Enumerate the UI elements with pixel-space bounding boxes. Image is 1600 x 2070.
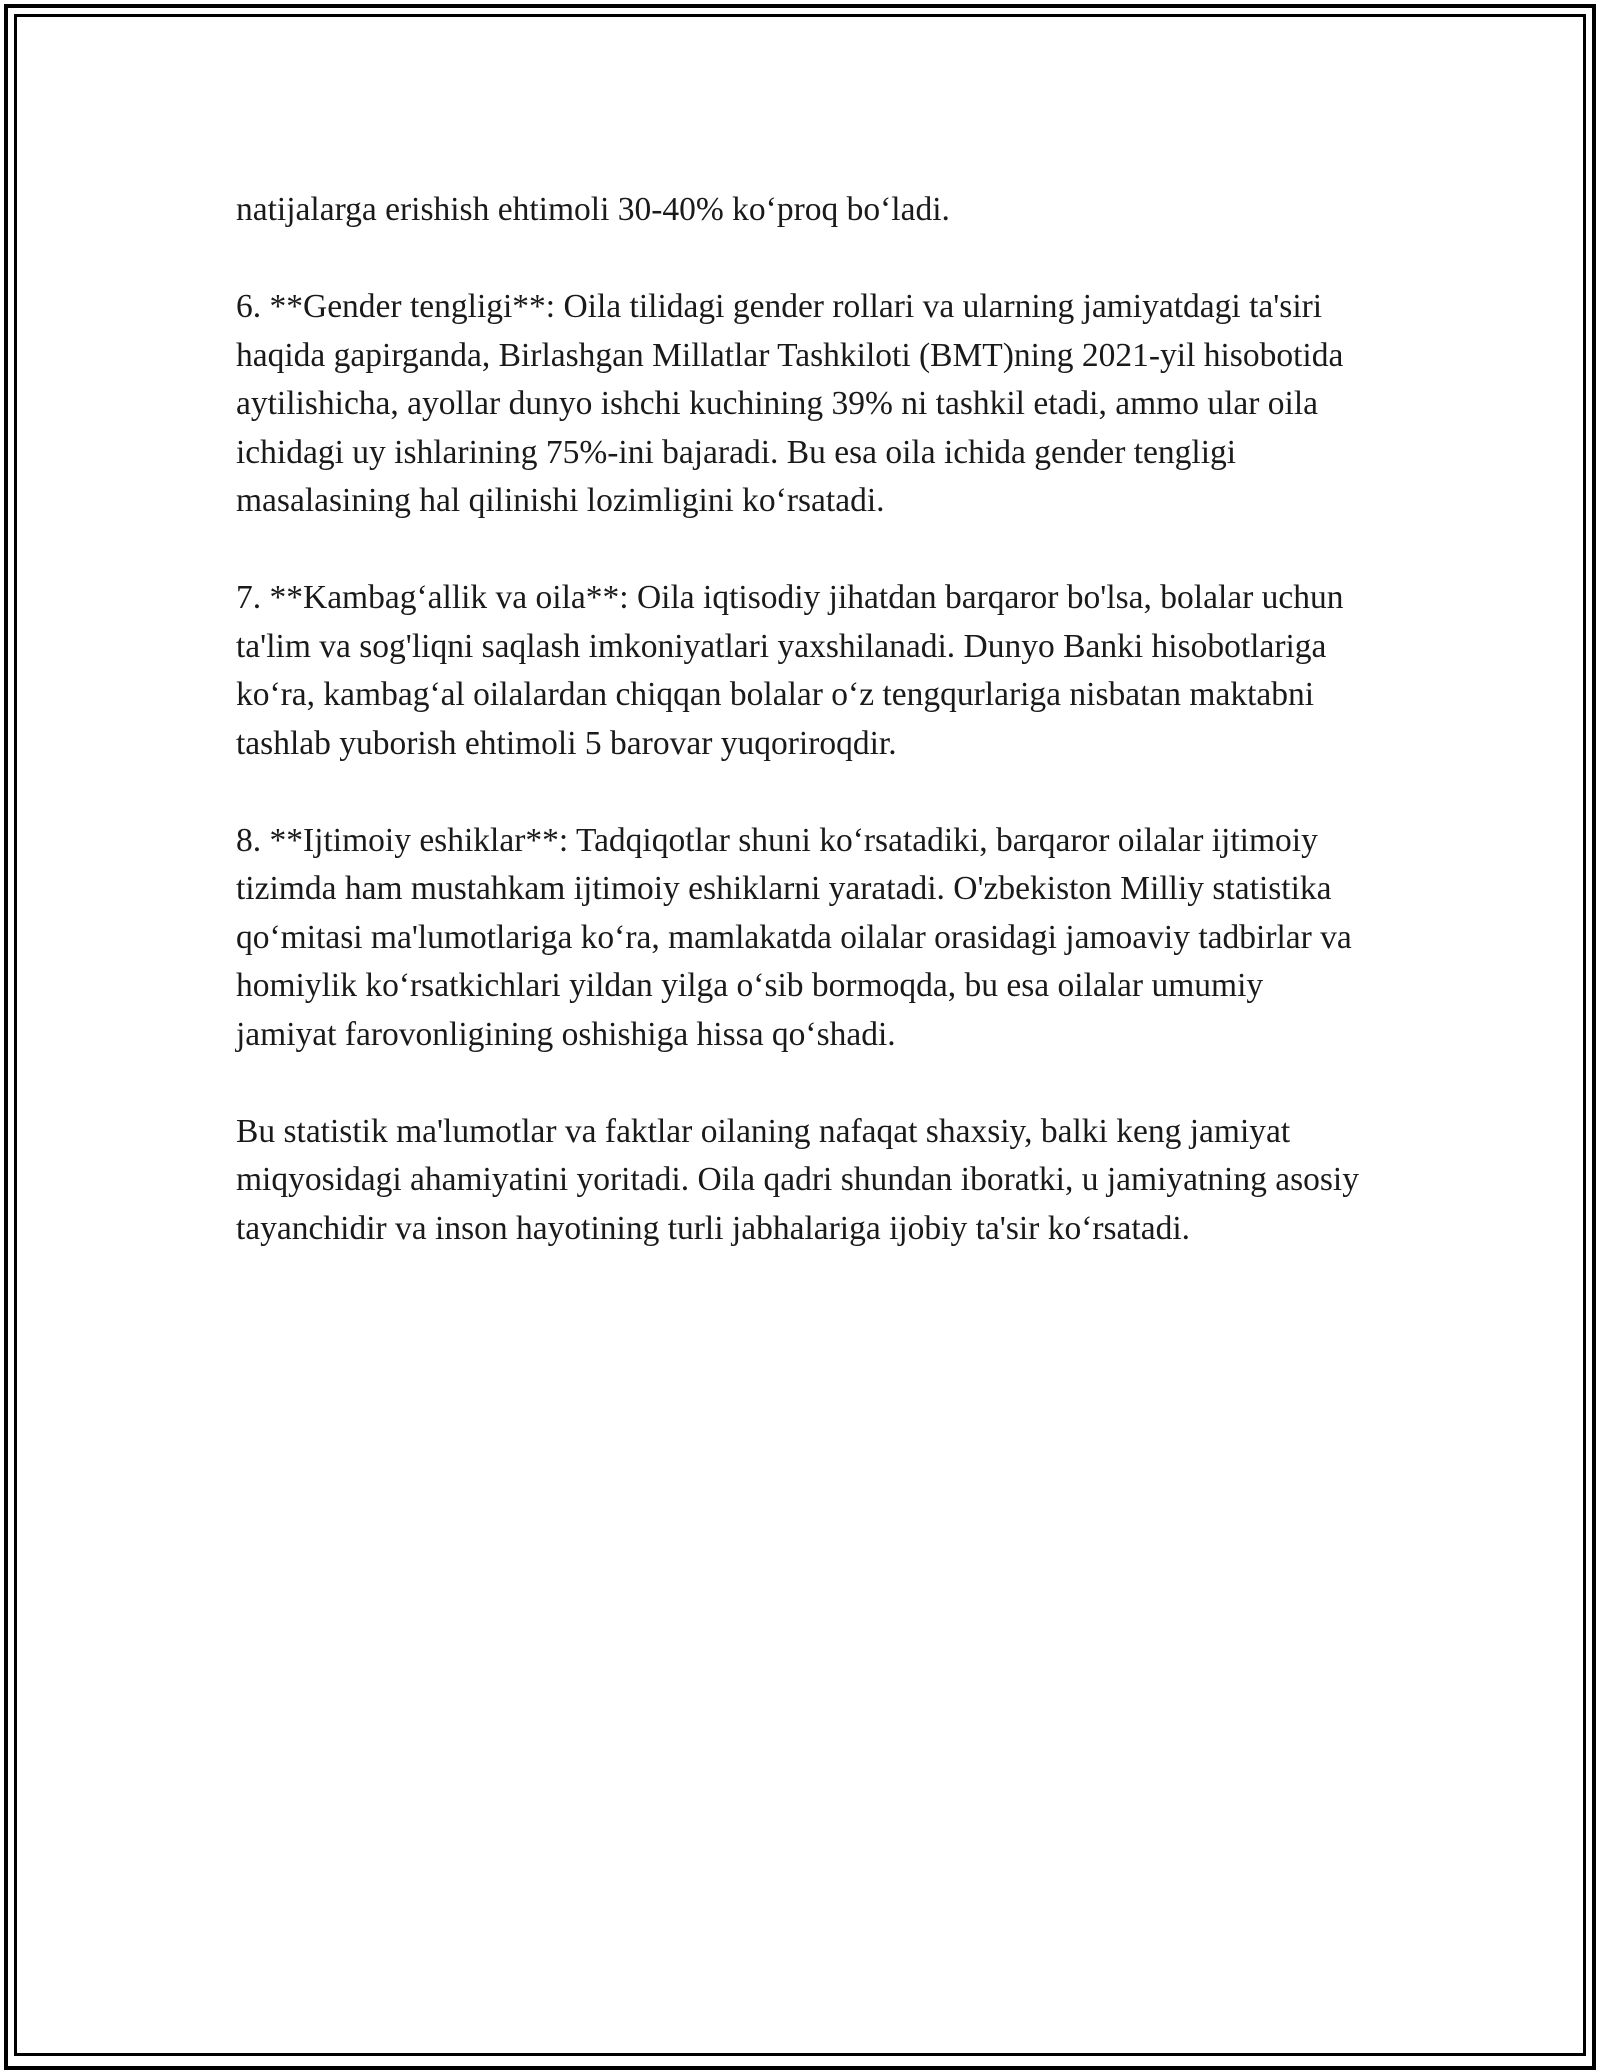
paragraph-conclusion: Bu statistik ma'lumotlar va faktlar oilaning nafaqat shaxsiy, balki keng jamiyat miqyosidagi ahamiyatini yoritadi. Oila qadri shundan iboratki, u jamiyatning asosiy tayanchidir va inson hayotining turli jabhalariga ijobiy ta'sir ko‘rsatadi. [236,1112,1359,1247]
paragraph-social-doors: 8. **Ijtimoiy eshiklar**: Tadqiqotlar shuni ko‘rsatadiki, barqaror oilalar ijtimoiy tizimda ham mustahkam ijtimoiy eshiklarni yaratadi. O'zbekiston Milliy statistika qo‘mitasi ma'lumotlariga ko‘ra, mamlakatda oilalar orasidagi jamoaviy tadbirlar va homiylik ko‘rsatkichlari yildan yilga o‘sib bormoqda, bu esa oilalar umumiy jamiyat farovonligining oshishiga hissa qo‘shadi. [236,821,1352,1053]
document-body [236,186,1366,1302]
paragraph-poverty-and-family: 7. **Kambag‘allik va oila**: Oila iqtisodiy jihatdan barqaror bo'lsa, bolalar uchun ta'lim va sog'liqni saqlash imkoniyatlari yaxshilanadi. Dunyo Banki hisobotlariga ko‘ra, kambag‘al oilalardan chiqqan bolalar o‘z tengqurlariga nisbatan maktabni tashlab yuborish ehtimoli 5 barovar yuqoriroqdir. [236,579,1344,762]
paragraph-continuation: natijalarga erishish ehtimoli 30-40% ko‘proq bo‘ladi. [236,191,950,228]
paragraph-gender-equality: 6. **Gender tengligi**: Oila tilidagi gender rollari va ularning jamiyatdagi ta'siri haqida gapirganda, Birlashgan Millatlar Tashkiloti (BMT)ning 2021-yil hisobotida aytilishicha, ayollar dunyo ishchi kuchining 39% ni tashkil etadi, ammo ular oila ichidagi uy ishlarining 75%-ini bajaradi. Bu esa oila ichida gender tengligi masalasining hal qilinishi lozimligini ko‘rsatadi. [236,288,1344,519]
